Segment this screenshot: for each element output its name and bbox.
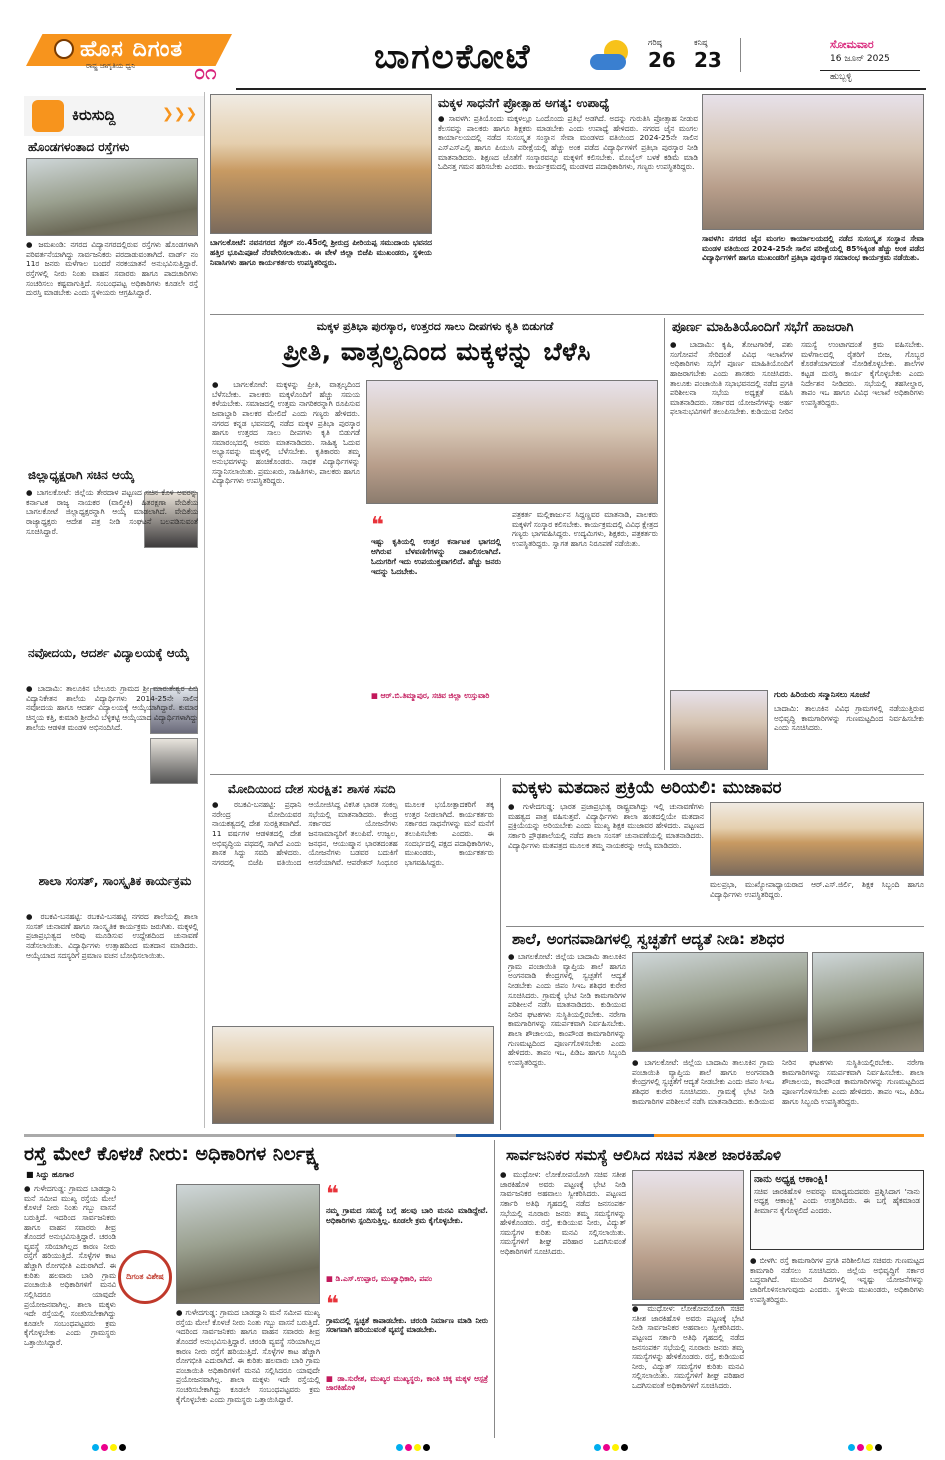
mid-body: ● ಬಾಗಲಕೋಟೆ: ಮಕ್ಕಳನ್ನು ಪ್ರೀತಿ, ವಾತ್ಸಲ್ಯದಿಂದ ಬೆಳೆಸಬೇಕು. ಪಾಲಕರು ಮಕ್ಕಳೊಂದಿಗೆ ಹೆಚ್ಚು ಸಮಯ ಕಳೆಯಬೇಕು. ಸಮಾಜದಲ್ಲಿ ಉತ್ತಮ ನಾಗರಿಕರನ್ನಾಗಿ ರೂಪಿಸುವ ಜವಾಬ್ದಾರಿ ಪಾಲಕರ ಮೇಲಿದೆ ಎಂದು ಗಣ್ಯರು ಹೇಳಿದರು. ನಗರದ ಕನ್ನಡ ಭವನದಲ್ಲಿ ನಡೆದ ಮಕ್ಕಳ ಪ್ರತಿಭಾ ಪುರಸ್ಕಾರ ಹಾಗೂ ಉತ್ತರದ ಸಾಲು ದೀಪಗಳು ಕೃತಿ ಬಿಡುಗಡೆ ಸಮಾರಂಭದಲ್ಲಿ ಅವರು ಮಾತನಾಡಿದರು. ಸಾಹಿತ್ಯ ಓದುವ ಅಭ್ಯಾಸವನ್ನು ಮಕ್ಕಳಲ್ಲಿ ಬೆಳೆಸಬೇಕು. ಕೃತಿಕಾರರು ತಮ್ಮ ಅನುಭವಗಳನ್ನು ಹಂಚಿಕೊಂಡರು. ಸಾಧಕ ವಿದ್ಯಾರ್ಥಿಗಳನ್ನು ಸನ್ಮಾನಿಸಲಾಯಿತು. ಪ್ರಮುಖರು, ಸಾಹಿತಿಗಳು, ಪಾಲಕರು ಹಾಗೂ ವಿದ್ಯಾರ್ಥಿಗಳು ಉಪಸ್ಥಿತರಿದ್ದರು. <box>212 380 360 486</box>
bottom-right-body: ● ಮುಧೋಳ: ಲೋಕೋಪಯೋಗಿ ಸಚಿವ ಸತೀಶ ಜಾರಕಿಹೊಳಿ ಅವರು ಪಟ್ಟಣಕ್ಕೆ ಭೇಟಿ ನೀಡಿ ಸಾರ್ವಜನಿಕರ ಅಹವಾಲು ಸ್ವೀಕರಿಸಿದರು. ಪಟ್ಟಣದ ಸರ್ಕಾರಿ ಅತಿಥಿ ಗೃಹದಲ್ಲಿ ನಡೆದ ಜನಸಂಪರ್ಕ ಸಭೆಯಲ್ಲಿ ನೂರಾರು ಜನರು ತಮ್ಮ ಸಮಸ್ಯೆಗಳನ್ನು ಹೇಳಿಕೊಂಡರು. ರಸ್ತೆ, ಕುಡಿಯುವ ನೀರು, ವಿದ್ಯುತ್ ಸಮಸ್ಯೆಗಳ ಕುರಿತು ಮನವಿ ಸಲ್ಲಿಸಲಾಯಿತು. ಸಮಸ್ಯೆಗಳಿಗೆ ಶೀಘ್ರ ಪರಿಹಾರ ಒದಗಿಸುವಂತೆ ಅಧಿಕಾರಿಗಳಿಗೆ ಸೂಚಿಸಿದರು. <box>500 1170 626 1256</box>
registration-dots-mid <box>396 1444 432 1454</box>
mid-quote-text: ಇಷ್ಟು ಕೃತಿಯಲ್ಲಿ ಉತ್ತರ ಕರ್ನಾಟಕ ಭಾಗದಲ್ಲಿ ಆಗಿರುವ ಬೆಳವಣಿಗೆಗಳನ್ನು ದಾಖಲಿಸಲಾಗಿದೆ. ಓದುಗರಿಗೆ ಇದು ಉಪಯುಕ್ತವಾಗಲಿದೆ. ಹೆಚ್ಚು ಜನರು ಇದನ್ನು ಓದಬೇಕು. <box>371 537 501 576</box>
row3-right-caption: ಮಲಪ್ರಭಾ, ಮುಖ್ಯೋಪಾಧ್ಯಾಯರಾದ ಆರ್.ಎಸ್.ಜಿರ್ಲಿ, ಶಿಕ್ಷಕ ಸಿಬ್ಬಂದಿ ಹಾಗೂ ವಿದ್ಯಾರ್ಥಿಗಳು ಉಪಸ್ಥಿತರಿದ್ದರು. <box>710 880 924 899</box>
masthead-bottom-rule <box>236 88 926 90</box>
row3b-body-b: ● ಬಾಗಲಕೋಟೆ: ಜಿಲ್ಲೆಯ ಬಾದಾಮಿ ತಾಲೂಕಿನ ಗ್ರಾಮ ಪಂಚಾಯಿತಿ ವ್ಯಾಪ್ತಿಯ ಶಾಲೆ ಹಾಗೂ ಅಂಗನವಾಡಿ ಕೇಂದ್ರಗಳಲ್ಲಿ ಸ್ವಚ್ಛತೆಗೆ ಆದ್ಯತೆ ನೀಡಬೇಕು ಎಂದು ಜಿಪಂ ಸಿಇಒ ಶಶಿಧರ ಕುರೇರ ಸೂಚಿಸಿದರು. ಗ್ರಾಮಕ್ಕೆ ಭೇಟಿ ನೀಡಿ ಕಾಮಗಾರಿಗಳ ಪರಿಶೀಲನೆ ನಡೆಸಿ ಮಾತನಾಡಿದರು. ಕುಡಿಯುವ ನೀರಿನ ಘಟಕಗಳು ಸುಸ್ಥಿತಿಯಲ್ಲಿರಬೇಕು. ನರೇಗಾ ಕಾಮಗಾರಿಗಳನ್ನು ಸಮರ್ಪಕವಾಗಿ ನಿರ್ವಹಿಸಬೇಕು. ಶಾಲಾ ಶೌಚಾಲಯ, ಕಾಂಪೌಂಡ ಕಾಮಗಾರಿಗಳನ್ನು ಗುಣಮಟ್ಟದಿಂದ ಪೂರ್ಣಗೊಳಿಸಬೇಕು ಎಂದು ಹೇಳಿದರು. ತಾಪಂ ಇಒ, ಪಿಡಿಒ ಹಾಗೂ ಸಿಬ್ಬಂದಿ ಉಪಸ್ಥಿತರಿದ್ದರು. <box>632 1058 924 1106</box>
day-name: ಸೋಮವಾರ <box>830 38 874 51</box>
bottom-right-photo-minister <box>632 1170 744 1300</box>
registration-dots-left <box>92 1444 128 1454</box>
mid-right-divider <box>664 318 665 770</box>
aspirant-sidebar <box>750 1170 924 1250</box>
paper-name: ಹೊಸ ದಿಗಂತ <box>80 37 184 62</box>
mid-right-body: ● ಬಾದಾಮಿ: ಕೃಷಿ, ತೋಟಗಾರಿಕೆ, ಪಶು ಸಂಗೋಪನೆ ಸೇರಿದಂತೆ ವಿವಿಧ ಇಲಾಖೆಗಳ ಅಧಿಕಾರಿಗಳು ಸಭೆಗೆ ಪೂರ್ಣ ಮಾಹಿತಿಯೊಂದಿಗೆ ಹಾಜರಾಗಬೇಕು ಎಂದು ಶಾಸಕರು ಸೂಚಿಸಿದರು. ತಾಲೂಕು ಪಂಚಾಯಿತಿ ಸಭಾಭವನದಲ್ಲಿ ನಡೆದ ಪ್ರಗತಿ ಪರಿಶೀಲನಾ ಸಭೆಯ ಅಧ್ಯಕ್ಷತೆ ವಹಿಸಿ ಮಾತನಾಡಿದರು. ಸರ್ಕಾರದ ಯೋಜನೆಗಳನ್ನು ಅರ್ಹ ಫಲಾನುಭವಿಗಳಿಗೆ ತಲುಪಿಸಬೇಕು. ಕುಡಿಯುವ ನೀರಿನ ಸಮಸ್ಯೆ ಉಂಟಾಗದಂತೆ ಕ್ರಮ ವಹಿಸಬೇಕು. ಮಳೆಗಾಲದಲ್ಲಿ ರೈತರಿಗೆ ಬೀಜ, ಗೊಬ್ಬರ ಕೊರತೆಯಾಗದಂತೆ ನೋಡಿಕೊಳ್ಳಬೇಕು. ಶಾಲೆಗಳ ಕಟ್ಟಡ ದುರಸ್ತಿ ಕಾರ್ಯ ಕೈಗೊಳ್ಳಬೇಕು ಎಂದು ನಿರ್ದೇಶನ ನೀಡಿದರು. ಸಭೆಯಲ್ಲಿ ತಹಸೀಲ್ದಾರ, ತಾಪಂ ಇಒ ಹಾಗೂ ವಿವಿಧ ಇಲಾಖೆ ಅಧಿಕಾರಿಗಳು ಉಪಸ್ಥಿತರಿದ್ದರು. <box>670 340 924 417</box>
bottom-left-body-2: ● ಗುಳೇದಗುಡ್ಡ: ಗ್ರಾಮದ ಬಾಡದ್ವಾನಿ ಮನೆ ಸಮೀಪ ಮುಖ್ಯ ರಸ್ತೆಯ ಮೇಲೆ ಕೊಳಚೆ ನೀರು ನಿಂತು ಗಬ್ಬು ವಾಸನೆ ಬರುತ್ತಿದೆ. ಇದರಿಂದ ಸಾರ್ವಜನಿಕರು ಹಾಗೂ ವಾಹನ ಸವಾರರು ತೀವ್ರ ತೊಂದರೆ ಅನುಭವಿಸುತ್ತಿದ್ದಾರೆ. ಚರಂಡಿ ವ್ಯವಸ್ಥೆ ಸರಿಯಾಗಿಲ್ಲದ ಕಾರಣ ನೀರು ರಸ್ತೆಗೆ ಹರಿಯುತ್ತಿದೆ. ಸೊಳ್ಳೆಗಳ ಕಾಟ ಹೆಚ್ಚಾಗಿ ರೋಗಭೀತಿ ಎದುರಾಗಿದೆ. ಈ ಕುರಿತು ಹಲವಾರು ಬಾರಿ ಗ್ರಾಮ ಪಂಚಾಯಿತಿ ಅಧಿಕಾರಿಗಳಿಗೆ ಮನವಿ ಸಲ್ಲಿಸಿದರೂ ಯಾವುದೇ ಪ್ರಯೋಜನವಾಗಿಲ್ಲ. ಶಾಲಾ ಮಕ್ಕಳು ಇದೇ ರಸ್ತೆಯಲ್ಲಿ ಸಂಚರಿಸಬೇಕಾಗಿದ್ದು ಕೂಡಲೇ ಸಂಬಂಧಪಟ್ಟವರು ಕ್ರಮ ಕೈಗೊಳ್ಳಬೇಕು ಎಂದು ಗ್ರಾಮಸ್ಥರು ಒತ್ತಾಯಿಸಿದ್ದಾರೆ. <box>176 1308 320 1404</box>
mid-body-2: ಪತ್ರಕರ್ತ ಮಲ್ಲಿಕಾರ್ಜುನ ಸಿದ್ದಣ್ಣವರ ಮಾತನಾಡಿ, ಪಾಲಕರು ಮಕ್ಕಳಿಗೆ ಸಂಸ್ಕಾರ ಕಲಿಸಬೇಕು. ಕಾರ್ಯಕ್ರಮದಲ್ಲಿ ವಿವಿಧ ಕ್ಷೇತ್ರದ ಗಣ್ಯರು ಭಾಗವಹಿಸಿದ್ದರು. ಉದ್ಯಮಿಗಳು, ಶಿಕ್ಷಕರು, ಪತ್ರಕರ್ತರು ಉಪಸ್ಥಿತರಿದ್ದರು. ಸ್ವಾಗತ ಹಾಗೂ ನಿರೂಪಣೆ ನಡೆಯಿತು. <box>512 510 658 548</box>
bottom-quote-1-author: ■ ಡಿ.ಎಸ್.ಉಪ್ಪಾರ, ಮುಖ್ಯಾಧಿಕಾರಿ, ಪಪಂ <box>326 1274 433 1283</box>
mid-right-headline: ಪೂರ್ಣ ಮಾಹಿತಿಯೊಂದಿಗೆ ಸಭೆಗೆ ಹಾಜರಾಗಿ <box>672 320 854 335</box>
quote-mark-icon: ❝ <box>326 1291 339 1317</box>
logo-emblem-icon <box>54 39 74 59</box>
section-rule-2 <box>210 774 924 775</box>
registration-dots-right <box>848 1444 884 1454</box>
bottom-left-body: ● ಗುಳೇದಗುಡ್ಡ: ಗ್ರಾಮದ ಬಾಡದ್ವಾನಿ ಮನೆ ಸಮೀಪ ಮುಖ್ಯ ರಸ್ತೆಯ ಮೇಲೆ ಕೊಳಚೆ ನೀರು ನಿಂತು ಗಬ್ಬು ವಾಸನೆ ಬರುತ್ತಿದೆ. ಇದರಿಂದ ಸಾರ್ವಜನಿಕರು ಹಾಗೂ ವಾಹನ ಸವಾರರು ತೀವ್ರ ತೊಂದರೆ ಅನುಭವಿಸುತ್ತಿದ್ದಾರೆ. ಚರಂಡಿ ವ್ಯವಸ್ಥೆ ಸರಿಯಾಗಿಲ್ಲದ ಕಾರಣ ನೀರು ರಸ್ತೆಗೆ ಹರಿಯುತ್ತಿದೆ. ಸೊಳ್ಳೆಗಳ ಕಾಟ ಹೆಚ್ಚಾಗಿ ರೋಗಭೀತಿ ಎದುರಾಗಿದೆ. ಈ ಕುರಿತು ಹಲವಾರು ಬಾರಿ ಗ್ರಾಮ ಪಂಚಾಯಿತಿ ಅಧಿಕಾರಿಗಳಿಗೆ ಮನವಿ ಸಲ್ಲಿಸಿದರೂ ಯಾವುದೇ ಪ್ರಯೋಜನವಾಗಿಲ್ಲ. ಶಾಲಾ ಮಕ್ಕಳು ಇದೇ ರಸ್ತೆಯಲ್ಲಿ ಸಂಚರಿಸಬೇಕಾಗಿದ್ದು ಕೂಡಲೇ ಸಂಬಂಧಪಟ್ಟವರು ಕ್ರಮ ಕೈಗೊಳ್ಳಬೇಕು ಎಂದು ಗ್ರಾಮಸ್ಥರು ಒತ್ತಾಯಿಸಿದ್ದಾರೆ. <box>24 1184 116 1347</box>
row3-left-photo-stage <box>212 1026 494 1124</box>
masthead-rule <box>740 38 741 72</box>
top-headline-upadhye: ಮಕ್ಕಳ ಸಾಧನೆಗೆ ಪ್ರೋತ್ಸಾಹ ಅಗತ್ಯ: ಉಪಾಧ್ಯೆ <box>438 96 610 110</box>
paper-tagline: ರಾಷ್ಟ್ರ ಜಾಗೃತಿಯ ಧ್ವನಿ <box>86 62 136 70</box>
row3-right-photo-election <box>710 802 924 876</box>
kirusuddi-banner <box>24 96 204 136</box>
row3-divider <box>500 778 501 1130</box>
story4-title: ಶಾಲಾ ಸಂಸತ್, ಸಾಂಸ್ಕೃತಿಕ ಕಾರ್ಯಕ್ರಮ <box>38 874 192 888</box>
temp-min: 23 <box>694 48 722 72</box>
mid-kicker: ಮಕ್ಕಳ ಪ್ರತಿಭಾ ಪುರಸ್ಕಾರ, ಉತ್ತರದ ಸಾಲು ದೀಪಗಳು ಕೃತಿ ಬಿಡುಗಡೆ <box>316 320 554 333</box>
row3-left-body: ● ರಬಕವಿ-ಬನಹಟ್ಟಿ: ಪ್ರಧಾನಿ ನರೇಂದ್ರ ಮೋದಿಯವರ ನಾಯಕತ್ವದಲ್ಲಿ ದೇಶ ಸುರಕ್ಷಿತವಾಗಿದೆ. 11 ವರ್ಷಗಳ ಆಡಳಿತದಲ್ಲಿ ದೇಶ ಅಭಿವೃದ್ಧಿಯ ಪಥದಲ್ಲಿ ಸಾಗಿದೆ ಎಂದು ಶಾಸಕ ಸಿದ್ದು ಸವದಿ ಹೇಳಿದರು. ನಗರದಲ್ಲಿ ಬಿಜೆಪಿ ವತಿಯಿಂದ ಆಯೋಜಿಸಿದ್ದ ವಿಕಸಿತ ಭಾರತ ಸಂಕಲ್ಪ ಸಭೆಯಲ್ಲಿ ಮಾತನಾಡಿದರು. ಕೇಂದ್ರ ಸರ್ಕಾರದ ಯೋಜನೆಗಳು ಜನಸಾಮಾನ್ಯರಿಗೆ ತಲುಪಿವೆ. ಉಜ್ವಲ, ಜನಧನ, ಆಯುಷ್ಮಾನ ಭಾರತದಂತಹ ಯೋಜನೆಗಳು ಬಡವರ ಬದುಕಿಗೆ ಆಸರೆಯಾಗಿವೆ. ಆಪರೇಶನ್ ಸಿಂಧೂರ ಮೂಲಕ ಭಯೋತ್ಪಾದಕರಿಗೆ ತಕ್ಕ ಉತ್ತರ ನೀಡಲಾಗಿದೆ. ಕಾರ್ಯಕರ್ತರು ಸರ್ಕಾರದ ಸಾಧನೆಗಳನ್ನು ಮನೆ ಮನೆಗೆ ತಲುಪಿಸಬೇಕು ಎಂದರು. ಈ ಸಂದರ್ಭದಲ್ಲಿ ಪಕ್ಷದ ಪದಾಧಿಕಾರಿಗಳು, ಮುಖಂಡರು, ಕಾರ್ಯಕರ್ತರು ಭಾಗವಹಿಸಿದ್ದರು. <box>212 800 494 867</box>
registration-dots-mid2 <box>594 1444 630 1454</box>
top-photo-caption: ಬಾಗಲಕೋಟೆ: ನವನಗರದ ಸೆಕ್ಟರ್ ನಂ.45ರಲ್ಲಿ ಶ್ರೀರುದ್ರ ಪೀರಿಯಪ್ಪ ಸಮುದಾಯ ಭವನದ ಹತ್ತಿರ ಭೂಮಿಪೂಜೆ ನೆರವೇರಿಸಲಾಯಿತು. ಈ ವೇಳೆ ಜಿಲ್ಲಾ ಬಿಜೆಪಿ ಮುಖಂಡರು, ಸ್ಥಳೀಯ ನಿವಾಸಿಗಳು ಹಾಗೂ ಕಾರ್ಯಕರ್ತರು ಉಪಸ್ಥಿತರಿದ್ದರು. <box>210 238 432 267</box>
row3b-body-a: ● ಬಾಗಲಕೋಟೆ: ಜಿಲ್ಲೆಯ ಬಾದಾಮಿ ತಾಲೂಕಿನ ಗ್ರಾಮ ಪಂಚಾಯಿತಿ ವ್ಯಾಪ್ತಿಯ ಶಾಲೆ ಹಾಗೂ ಅಂಗನವಾಡಿ ಕೇಂದ್ರಗಳಲ್ಲಿ ಸ್ವಚ್ಛತೆಗೆ ಆದ್ಯತೆ ನೀಡಬೇಕು ಎಂದು ಜಿಪಂ ಸಿಇಒ ಶಶಿಧರ ಕುರೇರ ಸೂಚಿಸಿದರು. ಗ್ರಾಮಕ್ಕೆ ಭೇಟಿ ನೀಡಿ ಕಾಮಗಾರಿಗಳ ಪರಿಶೀಲನೆ ನಡೆಸಿ ಮಾತನಾಡಿದರು. ಕುಡಿಯುವ ನೀರಿನ ಘಟಕಗಳು ಸುಸ್ಥಿತಿಯಲ್ಲಿರಬೇಕು. ನರೇಗಾ ಕಾಮಗಾರಿಗಳನ್ನು ಸಮರ್ಪಕವಾಗಿ ನಿರ್ವಹಿಸಬೇಕು. ಶಾಲಾ ಶೌಚಾಲಯ, ಕಾಂಪೌಂಡ ಕಾಮಗಾರಿಗಳನ್ನು ಗುಣಮಟ್ಟದಿಂದ ಪೂರ್ಣಗೊಳಿಸಬೇಕು ಎಂದು ಹೇಳಿದರು. ತಾಪಂ ಇಒ, ಪಿಡಿಒ ಹಾಗೂ ಸಿಬ್ಬಂದಿ ಉಪಸ್ಥಿತರಿದ್ದರು. <box>508 952 626 1067</box>
weather-sun-cloud-icon <box>590 40 632 74</box>
story3-title: ನವೋದಯ, ಆದರ್ಶ ವಿದ್ಯಾಲಯಕ್ಕೆ ಆಯ್ಕೆ <box>28 646 190 660</box>
digantha-special-badge <box>118 1250 172 1304</box>
story1-body: ● ಜಮಖಂಡಿ: ನಗರದ ವಿದ್ಯಾನಗರದಲ್ಲಿರುವ ರಸ್ತೆಗಳು ಹೊಂಡಗಳಾಗಿ ಪರಿವರ್ತನೆಯಾಗಿದ್ದು ಸಾರ್ವಜನಿಕರು ಪರದಾಡುವಂತಾಗಿದೆ. ವಾರ್ಡ್ ನಂ 11ರ ಜನರು ಮಳೆಗಾಲ ಬಂದರೆ ನರಕಯಾತನೆ ಅನುಭವಿಸುತ್ತಿದ್ದಾರೆ. ರಸ್ತೆಗಳಲ್ಲಿ ನೀರು ನಿಂತು ವಾಹನ ಸವಾರರು ಹಾಗೂ ಪಾದಚಾರಿಗಳು ಸಂಚರಿಸಲು ಕಷ್ಟವಾಗುತ್ತಿದೆ. ಸಂಬಂಧಪಟ್ಟ ಅಧಿಕಾರಿಗಳು ಕೂಡಲೇ ರಸ್ತೆ ದುರಸ್ತಿ ಮಾಡಬೇಕು ಎಂದು ಸ್ಥಳೀಯರು ಆಗ್ರಹಿಸಿದ್ದಾರೆ. <box>26 240 198 298</box>
bottom-divider <box>494 1140 495 1438</box>
bottom-right-headline: ಸಾರ್ವಜನಿಕರ ಸಮಸ್ಯೆ ಆಲಿಸಿದ ಸಚಿವ ಸತೀಶ ಜಾರಕಿಹೊಳಿ <box>506 1146 782 1164</box>
top-body-upadhye: ● ಸಾವಳಗಿ: ಪ್ರತಿಯೊಂದು ಮಕ್ಕಳಲ್ಲೂ ಒಂದೊಂದು ಪ್ರತಿಭೆ ಅಡಗಿದೆ. ಅದನ್ನು ಗುರುತಿಸಿ ಪ್ರೋತ್ಸಾಹ ನೀಡುವ ಕೆಲಸವನ್ನು ಪಾಲಕರು ಹಾಗೂ ಶಿಕ್ಷಕರು ಮಾಡಬೇಕು ಎಂದು ಉಪಾಧ್ಯೆ ಹೇಳಿದರು. ನಗರದ ಜೈನ ಮಂಗಲ ಕಾರ್ಯಾಲಯದಲ್ಲಿ ನಡೆದ ಸುಸಂಸ್ಕೃತ ಸಂಸ್ಥಾನ ಸೇವಾ ಮಂಡಳದ ವತಿಯಿಂದ 2024-25ನೇ ಸಾಲಿನ ಎಸ್ಎಸ್ಎಲ್ಸಿ ಹಾಗೂ ಪಿಯುಸಿ ಪರೀಕ್ಷೆಯಲ್ಲಿ ಹೆಚ್ಚು ಅಂಕ ಪಡೆದ ವಿದ್ಯಾರ್ಥಿಗಳಿಗೆ ಪ್ರತಿಭಾ ಪುರಸ್ಕಾರ ನೀಡಿ ಮಾತನಾಡಿದರು. ಶಿಕ್ಷಣದ ಜೊತೆಗೆ ಸಂಸ್ಕಾರವನ್ನೂ ಮಕ್ಕಳಿಗೆ ಕಲಿಸಬೇಕು. ಮೊಬೈಲ್ ಬಳಕೆ ಕಡಿಮೆ ಮಾಡಿ ಓದಿನತ್ತ ಗಮನ ಹರಿಸಬೇಕು ಎಂದರು. ಕಾರ್ಯಕ್ರಮದಲ್ಲಿ ಮಂಡಳದ ಪದಾಧಿಕಾರಿಗಳು, ಗಣ್ಯರು ಉಪಸ್ಥಿತರಿದ್ದರು. <box>438 114 698 172</box>
top-right-caption: ಸಾವಳಗಿ: ನಗರದ ಜೈನ ಮಂಗಲ ಕಾರ್ಯಾಲಯದಲ್ಲಿ ನಡೆದ ಸುಸಂಸ್ಕೃತ ಸಂಸ್ಥಾನ ಸೇವಾ ಮಂಡಳ ವತಿಯಿಂದ 2024-25ನೇ ಸಾಲಿನ ಪರೀಕ್ಷೆಯಲ್ಲಿ 85%ಕ್ಕಿಂತ ಹೆಚ್ಚು ಅಂಕ ಪಡೆದ ವಿದ್ಯಾರ್ಥಿಗಳಿಗೆ ಹಾಗೂ ಮುಖಂಡರಿಗೆ ಪ್ರತಿಭಾ ಪುರಸ್ಕಾರ ಸಮಾರಂಭ ಕಾರ್ಯಕ್ರಮ ನಡೆಯಿತು. <box>702 234 924 263</box>
story2-title: ಜಿಲ್ಲಾಧ್ಯಕ್ಷರಾಗಿ ಸಚಿನ ಆಯ್ಕೆ <box>28 468 135 482</box>
temp-max-label: ಗರಿಷ್ಠ <box>648 38 662 47</box>
mid-quote-author: ■ ಆರ್.ಬಿ.ತಿಮ್ಮಾಪುರ, ಸಚಿವ ಜಿಲ್ಲಾ ಉಸ್ತುವಾರಿ <box>371 691 490 700</box>
place: ಹುಬ್ಬಳ್ಳಿ <box>830 72 852 82</box>
bottom-quote-2: ಗ್ರಾಮದಲ್ಲಿ ಸ್ವಚ್ಛತೆ ಕಾಪಾಡಬೇಕು. ಚರಂಡಿ ನಿರ್ಮಾಣ ಮಾಡಿ ನೀರು ಸರಾಗವಾಗಿ ಹರಿಯುವಂತೆ ವ್ಯವಸ್ಥೆ ಮಾಡಬೇಕು. <box>326 1315 488 1335</box>
mid-headline: ಪ್ರೀತಿ, ವಾತ್ಸಲ್ಯದಿಂದ ಮಕ್ಕಳನ್ನು ಬೆಳೆಸಿ <box>283 337 591 366</box>
edition-name: ಬಾಗಲಕೋಟೆ <box>374 37 532 77</box>
mid-right-photo-meeting <box>670 690 768 770</box>
mid-right-subtitle: ಗುರು ಹಿರಿಯರು ಸನ್ಮಾನಿಸಲು ಸೂಚನೆ <box>774 690 870 699</box>
section-rule-3 <box>506 926 924 927</box>
aspirant-body: ಸಚಿವ ಜಾರಕಿಹೊಳಿ ಅವರನ್ನು ಮಾಧ್ಯಮದವರು ಪ್ರಶ್ನಿಸಿದಾಗ 'ನಾನು ಅಧ್ಯಕ್ಷ ಆಕಾಂಕ್ಷಿ' ಎಂದು ಉತ್ತರಿಸಿದರು. ಈ ಬಗ್ಗೆ ಹೈಕಮಾಂಡ ತೀರ್ಮಾನ ಕೈಗೊಳ್ಳಲಿದೆ ಎಂದರು. <box>754 1186 920 1216</box>
kirusuddi-hand-icon <box>32 100 64 132</box>
bottom-right-body-b: ● ಮುಧೋಳ: ಲೋಕೋಪಯೋಗಿ ಸಚಿವ ಸತೀಶ ಜಾರಕಿಹೊಳಿ ಅವರು ಪಟ್ಟಣಕ್ಕೆ ಭೇಟಿ ನೀಡಿ ಸಾರ್ವಜನಿಕರ ಅಹವಾಲು ಸ್ವೀಕರಿಸಿದರು. ಪಟ್ಟಣದ ಸರ್ಕಾರಿ ಅತಿಥಿ ಗೃಹದಲ್ಲಿ ನಡೆದ ಜನಸಂಪರ್ಕ ಸಭೆಯಲ್ಲಿ ನೂರಾರು ಜನರು ತಮ್ಮ ಸಮಸ್ಯೆಗಳನ್ನು ಹೇಳಿಕೊಂಡರು. ರಸ್ತೆ, ಕುಡಿಯುವ ನೀರು, ವಿದ್ಯುತ್ ಸಮಸ್ಯೆಗಳ ಕುರಿತು ಮನವಿ ಸಲ್ಲಿಸಲಾಯಿತು. ಸಮಸ್ಯೆಗಳಿಗೆ ಶೀಘ್ರ ಪರಿಹಾರ ಒದಗಿಸುವಂತೆ ಅಧಿಕಾರಿಗಳಿಗೆ ಸೂಚಿಸಿದರು. <box>632 1304 744 1390</box>
bottom-quote-1: ನಮ್ಮ ಗ್ರಾಮದ ಸಮಸ್ಯೆ ಬಗ್ಗೆ ಹಲವು ಬಾರಿ ಮನವಿ ಮಾಡಿದ್ದೇವೆ. ಅಧಿಕಾರಿಗಳು ಸ್ಪಂದಿಸುತ್ತಿಲ್ಲ. ಕೂಡಲೇ ಕ್ರಮ ಕೈಗೊಳ್ಳಬೇಕು. <box>326 1206 488 1225</box>
bottom-left-headline: ರಸ್ತೆ ಮೇಲೆ ಕೊಳಚೆ ನೀರು: ಅಧಿಕಾರಿಗಳ ನಿರ್ಲಕ್ಷ್ಯ <box>24 1143 320 1165</box>
badge-text: ದಿಗಂತ ವಿಶೇಷ <box>126 1271 164 1281</box>
aspirant-title: ನಾನು ಅಧ್ಯಕ್ಷ ಆಕಾಂಕ್ಷಿ! <box>754 1174 829 1185</box>
story3-body: ● ಬಾದಾಮಿ: ತಾಲೂಕಿನ ಬೇಲೂರು ಗ್ರಾಮದ ಶ್ರೀ ಮಾರುತೇಶ್ವರ ಪಿಬಿ ವಿದ್ಯಾನಿಕೇತನ ಶಾಲೆಯ ವಿದ್ಯಾರ್ಥಿಗಳು 2014-25ನೇ ಸಾಲಿನ ನವೋದಯ ಹಾಗೂ ಆದರ್ಶ ವಿದ್ಯಾಲಯಕ್ಕೆ ಆಯ್ಕೆಯಾಗಿದ್ದಾರೆ. ಕುಮಾರ ಚಿನ್ಮಯ ಕತ್ತಿ, ಕುಮಾರಿ ಶ್ರೀದೇವಿ ಬೆಳ್ಳಿಕಟ್ಟಿ ಆಯ್ಕೆಯಾದ ವಿದ್ಯಾರ್ಥಿಗಳಾಗಿದ್ದು ಶಾಲೆಯ ಆಡಳಿತ ಮಂಡಳಿ ಅಭಿನಂದಿಸಿದೆ. <box>26 684 198 732</box>
top-photo-bhoomipuja <box>210 94 432 234</box>
bottom-left-byline: ■ ಸಿದ್ದು ಹೂಗಾರ <box>26 1170 74 1179</box>
bottom-quote-2-author: ■ ಡಾ.ಸುರೇಶ, ಮುಖ್ಯರ ಮುಖ್ಯಸ್ಥರು, ಕಾಂತಿ ಚಿಕ್ಕ ಮಕ್ಕಳ ಆಸ್ಪತ್ರೆ ಜಾರಕಿಹೊಳಿ <box>326 1373 488 1393</box>
story2-body: ● ಬಾಗಲಕೋಟೆ: ಜಿಲ್ಲೆಯ ತೇರದಾಳ ಪಟ್ಟಣದ ಸಚಿನ ಕೊಳಿ ಅವರನ್ನು ಕರ್ನಾಟಕ ರಾಜ್ಯ ನಾಯಕರ (ವಾಲ್ಮೀಕಿ) ಹಿತರಕ್ಷಣಾ ವೇದಿಕೆಯ ಬಾಗಲಕೋಟೆ ಜಿಲ್ಲಾಧ್ಯಕ್ಷರನ್ನಾಗಿ ಆಯ್ಕೆ ಮಾಡಲಾಗಿದೆ. ವೇದಿಕೆಯ ರಾಜ್ಯಾಧ್ಯಕ್ಷರು ಆದೇಶ ಪತ್ರ ನೀಡಿ ಸಂಘಟನೆ ಬಲಪಡಿಸುವಂತೆ ಸೂಚಿಸಿದ್ದಾರೆ. <box>26 488 198 536</box>
mid-right-body-2: ಬಾದಾಮಿ: ತಾಲೂಕಿನ ವಿವಿಧ ಗ್ರಾಮಗಳಲ್ಲಿ ನಡೆಯುತ್ತಿರುವ ಅಭಿವೃದ್ಧಿ ಕಾಮಗಾರಿಗಳನ್ನು ಗುಣಮಟ್ಟದಿಂದ ನಿರ್ವಹಿಸಬೇಕು ಎಂದು ಸೂಚಿಸಿದರು. <box>774 704 924 733</box>
page-number: ೦೧ <box>194 60 217 84</box>
bottom-left-quotes <box>326 1184 488 1438</box>
temp-max: 26 <box>648 48 676 72</box>
top-right-photo-felicitation <box>702 94 924 230</box>
section-rule-1 <box>210 314 924 315</box>
kirusuddi-label: ಕಿರುಸುದ್ದಿ <box>72 106 116 124</box>
row3b-photo-inspection <box>632 952 808 1052</box>
quote-mark-icon: ❝ <box>371 513 384 538</box>
mid-quote-box <box>366 510 506 724</box>
kirusuddi-chevrons: ❯❯❯ <box>162 106 198 122</box>
mid-photo-book-release <box>366 380 658 504</box>
quote-mark-icon: ❝ <box>326 1182 339 1207</box>
row3-right-body: ● ಗುಳೇದಗುಡ್ಡ: ಭಾರತ ಪ್ರಜಾಪ್ರಭುತ್ವ ರಾಷ್ಟ್ರವಾಗಿದ್ದು ಇಲ್ಲಿ ಚುನಾವಣೆಗಳು ಮಹತ್ವದ ಪಾತ್ರ ವಹಿಸುತ್ತವೆ. ವಿದ್ಯಾರ್ಥಿಗಳು ಶಾಲಾ ಹಂತದಲ್ಲಿಯೇ ಮತದಾನ ಪ್ರಕ್ರಿಯೆಯನ್ನು ಅರಿಯಬೇಕು ಎಂದು ಮುಖ್ಯ ಶಿಕ್ಷಕ ಮುಜಾವರ ಹೇಳಿದರು. ಪಟ್ಟಣದ ಸರ್ಕಾರಿ ಪ್ರೌಢಶಾಲೆಯಲ್ಲಿ ನಡೆದ ಶಾಲಾ ಸಂಸತ್ ಚುನಾವಣೆಯಲ್ಲಿ ಮಾತನಾಡಿದರು. ವಿದ್ಯಾರ್ಥಿಗಳು ಮತಪತ್ರದ ಮೂಲಕ ತಮ್ಮ ನಾಯಕರನ್ನು ಆಯ್ಕೆ ಮಾಡಿದರು. <box>508 802 704 850</box>
row3-left-headline: ಮೋದಿಯಿಂದ ದೇಶ ಸುರಕ್ಷಿತ: ಶಾಸಕ ಸವದಿ <box>228 782 396 796</box>
paper-logo <box>26 30 232 85</box>
row3-right-headline: ಮಕ್ಕಳು ಮತದಾನ ಪ್ರಕ್ರಿಯೆ ಅರಿಯಲಿ: ಮುಜಾವರ <box>512 778 782 798</box>
temp-min-label: ಕನಿಷ್ಠ <box>694 38 708 47</box>
date: 16 ಜೂನ್ 2025 <box>830 54 890 64</box>
masthead-top-rule <box>820 70 920 71</box>
masthead <box>0 0 945 92</box>
bottom-right-body-2: ● ಬೀಳಗಿ: ರಸ್ತೆ ಕಾಮಗಾರಿಗಳ ಪ್ರಗತಿ ಪರಿಶೀಲಿಸಿದ ಸಚಿವರು ಗುಣಮಟ್ಟದ ಕಾಮಗಾರಿ ನಡೆಸಲು ಸೂಚಿಸಿದರು. ಜಿಲ್ಲೆಯ ಅಭಿವೃದ್ಧಿಗೆ ಸರ್ಕಾರ ಬದ್ಧವಾಗಿದೆ. ಮುಂದಿನ ದಿನಗಳಲ್ಲಿ ಇನ್ನಷ್ಟು ಯೋಜನೆಗಳನ್ನು ಜಾರಿಗೊಳಿಸಲಾಗುವುದು ಎಂದರು. ಸ್ಥಳೀಯ ಮುಖಂಡರು, ಅಧಿಕಾರಿಗಳು ಉಪಸ್ಥಿತರಿದ್ದರು. <box>750 1256 924 1304</box>
bottom-left-photo-sewage <box>176 1184 320 1304</box>
row3b-headline: ಶಾಲೆ, ಅಂಗನವಾಡಿಗಳಲ್ಲಿ ಸ್ವಚ್ಛತೆಗೆ ಆದ್ಯತೆ ನೀಡಿ: ಶಶಿಧರ <box>512 930 785 948</box>
row3b-photo-school <box>812 952 924 1052</box>
story1-photo <box>26 158 198 236</box>
color-band <box>24 1134 924 1137</box>
column-divider <box>204 92 205 1128</box>
story1-title: ಹೊಂಡಗಳಂತಾದ ರಸ್ತೆಗಳು <box>28 140 130 154</box>
story4-body: ● ರಬಕವಿ-ಬನಹಟ್ಟಿ: ರಬಕವಿ-ಬನಹಟ್ಟಿ ನಗರದ ಶಾಲೆಯಲ್ಲಿ ಶಾಲಾ ಸಂಸತ್ ಚುನಾವಣೆ ಹಾಗೂ ಸಾಂಸ್ಕೃತಿಕ ಕಾರ್ಯಕ್ರಮ ಜರುಗಿತು. ಮಕ್ಕಳಲ್ಲಿ ಪ್ರಜಾಪ್ರಭುತ್ವದ ಅರಿವು ಮೂಡಿಸುವ ಉದ್ದೇಶದಿಂದ ಚುನಾವಣೆ ನಡೆಸಲಾಯಿತು. ವಿದ್ಯಾರ್ಥಿಗಳು ಉತ್ಸಾಹದಿಂದ ಮತದಾನ ಮಾಡಿದರು. ಆಯ್ಕೆಯಾದ ಸದಸ್ಯರಿಗೆ ಪ್ರಮಾಣ ವಚನ ಬೋಧಿಸಲಾಯಿತು. <box>26 912 198 960</box>
